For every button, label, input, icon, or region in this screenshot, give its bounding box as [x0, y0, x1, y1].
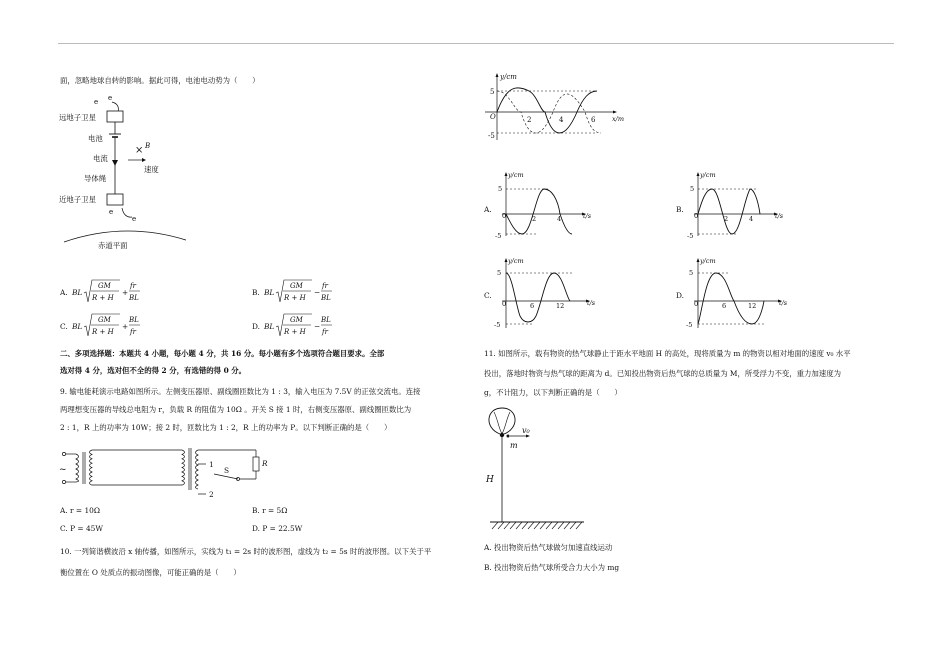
q8-option-a[interactable]	[60, 278, 210, 312]
svg-text:R + H: R + H	[284, 294, 306, 302]
svg-text:y/cm: y/cm	[508, 171, 524, 179]
svg-text:C.: C.	[484, 291, 492, 300]
svg-text:A.: A.	[484, 205, 492, 214]
q10-option-b[interactable]	[676, 170, 806, 244]
ac-symbol: ~	[59, 465, 67, 475]
svg-text:-5: -5	[687, 232, 694, 240]
electron-arrow-bottom	[122, 208, 132, 217]
resistor-label: R	[262, 459, 268, 468]
svg-text:y/cm: y/cm	[508, 257, 524, 265]
svg-text:BL: BL	[264, 322, 275, 331]
svg-text:BL: BL	[264, 288, 275, 297]
svg-text:GM: GM	[98, 316, 111, 324]
svg-text:C.: C.	[60, 322, 68, 331]
svg-text:2: 2	[532, 215, 537, 223]
q10-option-a[interactable]	[484, 170, 614, 244]
far-sat-label: 远地子卫星	[59, 113, 96, 122]
svg-text:2: 2	[724, 215, 729, 223]
svg-text:6: 6	[530, 302, 535, 310]
svg-text:0: 0	[502, 300, 507, 308]
wave-solid-t1	[497, 88, 597, 133]
svg-text:D.: D.	[252, 322, 261, 331]
svg-text:-5: -5	[488, 132, 495, 140]
svg-text:+: +	[122, 288, 129, 297]
svg-text:fr: fr	[322, 282, 328, 290]
q10-option-c[interactable]	[484, 256, 614, 336]
left-transformer-primary	[76, 454, 79, 482]
svg-text:y/cm: y/cm	[700, 257, 716, 265]
tether-label: 导体绳	[84, 174, 107, 183]
q9-option-d[interactable]: D. P = 22.5W	[252, 524, 303, 533]
payload-dot	[500, 433, 504, 437]
svg-text:BL: BL	[129, 316, 139, 324]
q9-line2: 两理想变压器的导线总电阻为 r，负载 R 的阻值为 10Ω 。开关 S 接 1 时，右侧变压器原、副线圈匝数比为	[60, 405, 412, 414]
svg-text:y/cm: y/cm	[500, 73, 517, 81]
q11-line1: 11. 如图所示，载有物资的热气球静止于距水平地面 H 的高处，现将质量为 m 的物资以相对地面的速度 v₀ 水平	[484, 349, 851, 358]
q11-balloon-diagram	[480, 404, 600, 534]
svg-text:0: 0	[502, 212, 507, 220]
balloon-envelope	[489, 408, 515, 434]
svg-text:A.: A.	[60, 288, 68, 297]
q9-option-c[interactable]: C. P = 45W	[60, 524, 103, 533]
far-satellite	[107, 111, 123, 122]
electron-label-bottom-left: e	[109, 208, 114, 216]
svg-text:t/s: t/s	[587, 299, 596, 307]
height-label: H	[486, 475, 494, 485]
q10-option-d[interactable]	[676, 256, 806, 336]
svg-text:BL: BL	[321, 316, 331, 324]
speed-label: 速度	[144, 165, 159, 174]
svg-text:GM: GM	[98, 282, 111, 290]
svg-text:5: 5	[689, 269, 694, 277]
svg-text:R + H: R + H	[92, 328, 114, 336]
tap-label-2: 2	[209, 490, 214, 498]
ac-source-terminal-top	[62, 452, 65, 455]
q11-line2: 投出，落地时物资与热气球的距离为 d。已知投出物资后热气球的总质量为 M，所受浮力不变，重力加速度为	[484, 369, 841, 378]
q8-satellite-diagram	[56, 90, 186, 252]
svg-text:-5: -5	[494, 321, 501, 329]
svg-text:5: 5	[690, 185, 695, 193]
near-sat-label: 近地子卫星	[59, 195, 96, 204]
mass-label: m	[510, 441, 518, 450]
svg-text:0: 0	[694, 212, 699, 220]
svg-text:D.: D.	[676, 291, 685, 300]
b-field-cross: ×	[135, 145, 144, 156]
electron-label-bottom-right: e	[132, 215, 137, 223]
q9-line1: 9. 输电能耗演示电路如图所示。左侧变压器原、副线圈匝数比为 1 : 3，输入电压为 7.5V 的正弦交流电。连接	[60, 387, 421, 396]
svg-text:fr: fr	[130, 282, 136, 290]
ground-hatching	[492, 522, 582, 529]
svg-text:5: 5	[490, 88, 495, 96]
load-resistor	[253, 457, 259, 471]
svg-text:GM: GM	[290, 282, 303, 290]
q9-option-a[interactable]: A. r = 10Ω	[60, 506, 100, 515]
svg-text:fr: fr	[322, 328, 328, 336]
switch-label: S	[224, 466, 230, 475]
q10-line2: 衡位置在 O 处质点的振动图像，可能正确的是（ ）	[60, 568, 241, 577]
battery-label: 电池	[88, 134, 103, 143]
b-field-label: B	[145, 142, 151, 150]
q9-circuit-diagram	[56, 442, 276, 498]
svg-text:B.: B.	[252, 288, 260, 297]
svg-text:GM: GM	[290, 316, 303, 324]
q10-wave-graph	[485, 70, 635, 148]
svg-text:BL: BL	[72, 288, 83, 297]
svg-text:BL: BL	[72, 322, 83, 331]
q11-line3: g，不计阻力，以下判断正确的是（ ）	[484, 388, 622, 397]
svg-text:t/s: t/s	[775, 212, 784, 220]
q8-option-b[interactable]	[252, 278, 402, 312]
svg-text:−: −	[314, 322, 321, 331]
q8-option-c[interactable]	[60, 312, 210, 346]
svg-text:12: 12	[556, 302, 565, 310]
section2-heading-line2: 选对得 4 分，选对但不全的得 2 分，有选错的得 0 分。	[60, 366, 247, 375]
v0-label: v₀	[522, 426, 530, 435]
left-transformer-secondary	[90, 450, 93, 485]
electron-arrow-top	[112, 102, 118, 112]
svg-text:6: 6	[591, 116, 596, 124]
svg-text:0: 0	[694, 300, 699, 308]
near-satellite	[107, 194, 123, 205]
right-transformer-secondary	[196, 450, 199, 489]
tap-label-1: 1	[209, 460, 214, 469]
q9-line3: 2 : 1，R 上的功率为 10W；接 2 时，匝数比为 1 : 2，R 上的功率为 P。以下判断正确的是（ ）	[60, 423, 392, 432]
q11-option-b[interactable]: B. 投出物资后热气球所受合力大小为 mg	[484, 563, 620, 572]
q9-option-b[interactable]: B. r = 5Ω	[252, 506, 288, 515]
q10-line1: 10. 一列简谐横波沿 x 轴传播，如图所示，实线为 t₁ = 2s 时的波形图，虚线为 t₂ = 5s 时的波形图。以下关于平	[60, 547, 432, 556]
section2-heading-line1: 二、多项选择题：本题共 4 小题，每小题 4 分，共 16 分。每小题有多个选项符合题目要求。全部	[60, 349, 385, 358]
current-arrow	[112, 160, 118, 166]
electron-label-top-right: e	[108, 94, 113, 102]
svg-text:t/s: t/s	[779, 299, 788, 307]
q11-option-a[interactable]: A. 投出物资后热气球做匀加速直线运动	[484, 543, 613, 552]
svg-text:O: O	[490, 113, 496, 121]
svg-text:R + H: R + H	[92, 294, 114, 302]
svg-text:4: 4	[557, 215, 562, 223]
svg-text:6: 6	[722, 302, 727, 310]
svg-text:fr: fr	[130, 328, 136, 336]
svg-text:-5: -5	[686, 321, 693, 329]
ac-source-terminal-bottom	[62, 480, 65, 483]
cargo-dot	[507, 435, 510, 438]
svg-text:x/m: x/m	[612, 115, 625, 123]
svg-text:4: 4	[559, 116, 564, 124]
current-label: 电流	[93, 154, 108, 163]
svg-text:BL: BL	[129, 294, 139, 302]
svg-text:+: +	[122, 322, 129, 331]
svg-text:y/cm: y/cm	[700, 171, 716, 179]
equator-label: 赤道平面	[98, 241, 128, 250]
electron-label-top-left: e	[94, 98, 99, 106]
svg-text:R + H: R + H	[284, 328, 306, 336]
q8-tail-text: 面，忽略地球自转的影响。据此可得，电池电动势为（ ）	[60, 76, 260, 85]
svg-text:B.: B.	[676, 205, 684, 214]
svg-text:5: 5	[497, 269, 502, 277]
svg-text:−: −	[314, 288, 321, 297]
svg-text:t/s: t/s	[583, 212, 592, 220]
svg-text:5: 5	[498, 185, 503, 193]
svg-text:4: 4	[749, 215, 754, 223]
svg-text:BL: BL	[321, 294, 331, 302]
svg-text:2: 2	[527, 116, 532, 124]
right-transformer-primary	[182, 450, 185, 485]
header-rule	[58, 43, 894, 44]
svg-text:-5: -5	[495, 232, 502, 240]
q8-option-d[interactable]	[252, 312, 402, 346]
svg-text:12: 12	[748, 302, 757, 310]
